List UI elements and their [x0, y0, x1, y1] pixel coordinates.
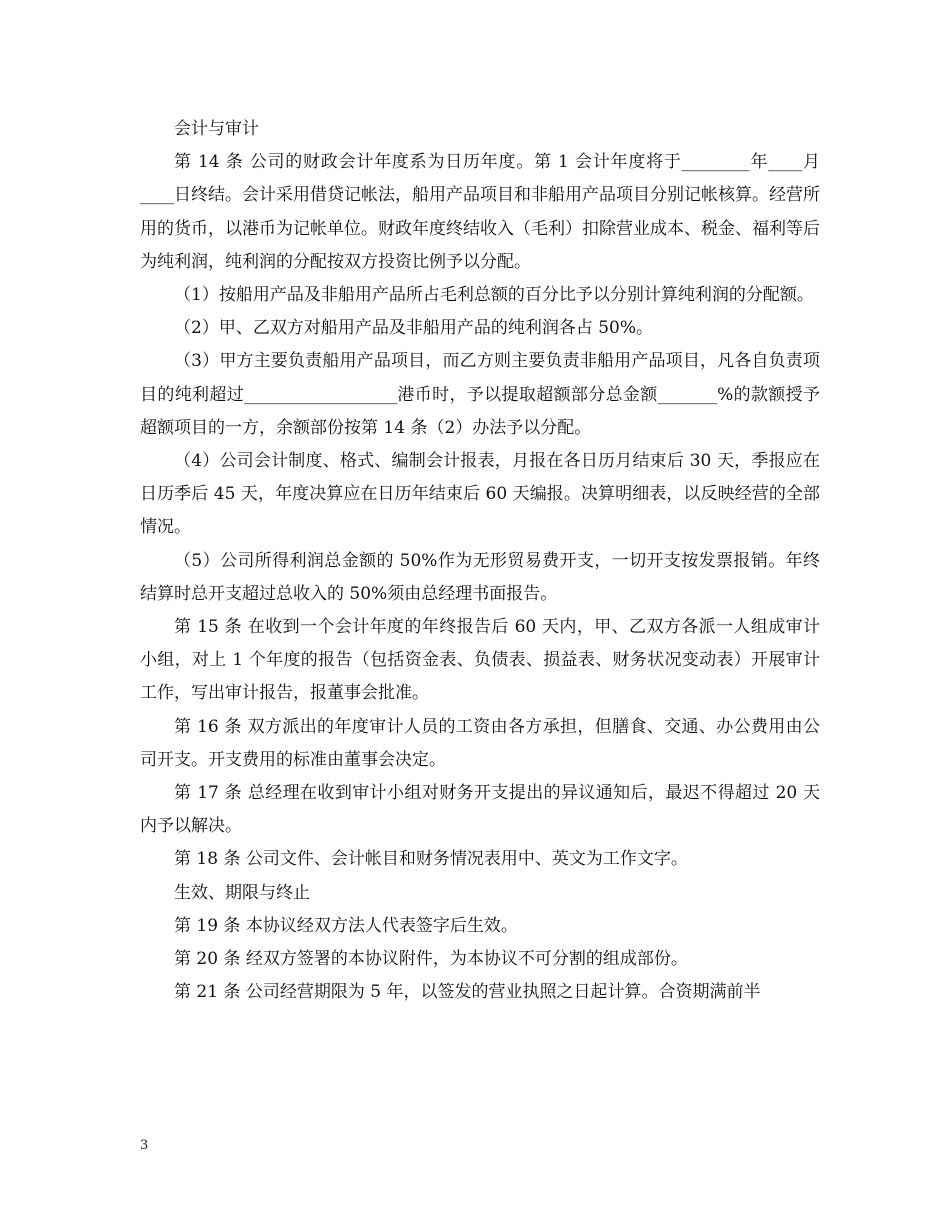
document-body [140, 113, 820, 1009]
article-14-clause-5: （5）公司所得利润总金额的 50%作为无形贸易费开支，一切开支按发票报销。年终结算时总开支超过总收入的 50%须由总经理书面报告。 [140, 550, 820, 604]
article-14-clause-4: （4）公司会计制度、格式、编制会计报表，月报在各日历月结束后 30 天，季报应在日历季后 45 天，年度决算应在日历年结束后 60 天编报。决算明细表，以反映经营的全部情况。 [140, 451, 820, 538]
article-14: 第 14 条 公司的财政会计年度系为日历年度。第 1 会计年度将于________年____月____日终结。会计采用借贷记帐法，船用产品项目和非船用产品项目分别记帐核算。经营所用的货币，以港币为记帐单位。财政年度终结收入（毛利）扣除营业成本、税金、福利等后为纯利润，纯利润的分配按双方投资比例予以分配。 [140, 152, 820, 272]
article-14-clause-2: （2）甲、乙双方对船用产品及非船用产品的纯利润各占 50%。 [174, 318, 654, 339]
section-heading-effect-term: 生效、期限与终止 [174, 882, 310, 903]
article-16: 第 16 条 双方派出的年度审计人员的工资由各方承担，但膳食、交通、办公费用由公司开支。开支费用的标准由董事会决定。 [140, 716, 820, 770]
article-17: 第 17 条 总经理在收到审计小组对财务开支提出的异议通知后，最迟不得超过 20 天内予以解决。 [140, 783, 820, 837]
page-number: 3 [140, 1138, 149, 1153]
article-18: 第 18 条 公司文件、会计帐目和财务情况表用中、英文为工作文字。 [174, 849, 688, 870]
article-15: 第 15 条 在收到一个会计年度的年终报告后 60 天内，甲、乙双方各派一人组成审计小组，对上 1 个年度的报告（包括资金表、负债表、损益表、财务状况变动表）开展审计工作，写出审计报告，报董事会批准。 [140, 617, 820, 704]
article-14-clause-1: （1）按船用产品及非船用产品所占毛利总额的百分比予以分别计算纯利润的分配额。 [174, 285, 814, 306]
article-14-clause-3: （3）甲方主要负责船用产品项目，而乙方则主要负责非船用产品项目，凡各自负责项目的纯利超过__________________港币时，予以提取超额部分总金额_______%的款额授予超额项目的一方，余额部份按第 14 条（2）办法予以分配。 [140, 351, 820, 438]
article-19: 第 19 条 本协议经双方法人代表签字后生效。 [174, 915, 518, 936]
article-21: 第 21 条 公司经营期限为 5 年，以签发的营业执照之日起计算。合资期满前半 [174, 982, 761, 1003]
section-heading-accounting-audit: 会计与审计 [174, 119, 259, 139]
article-20: 第 20 条 经双方签署的本协议附件，为本协议不可分割的组成部份。 [174, 949, 688, 970]
